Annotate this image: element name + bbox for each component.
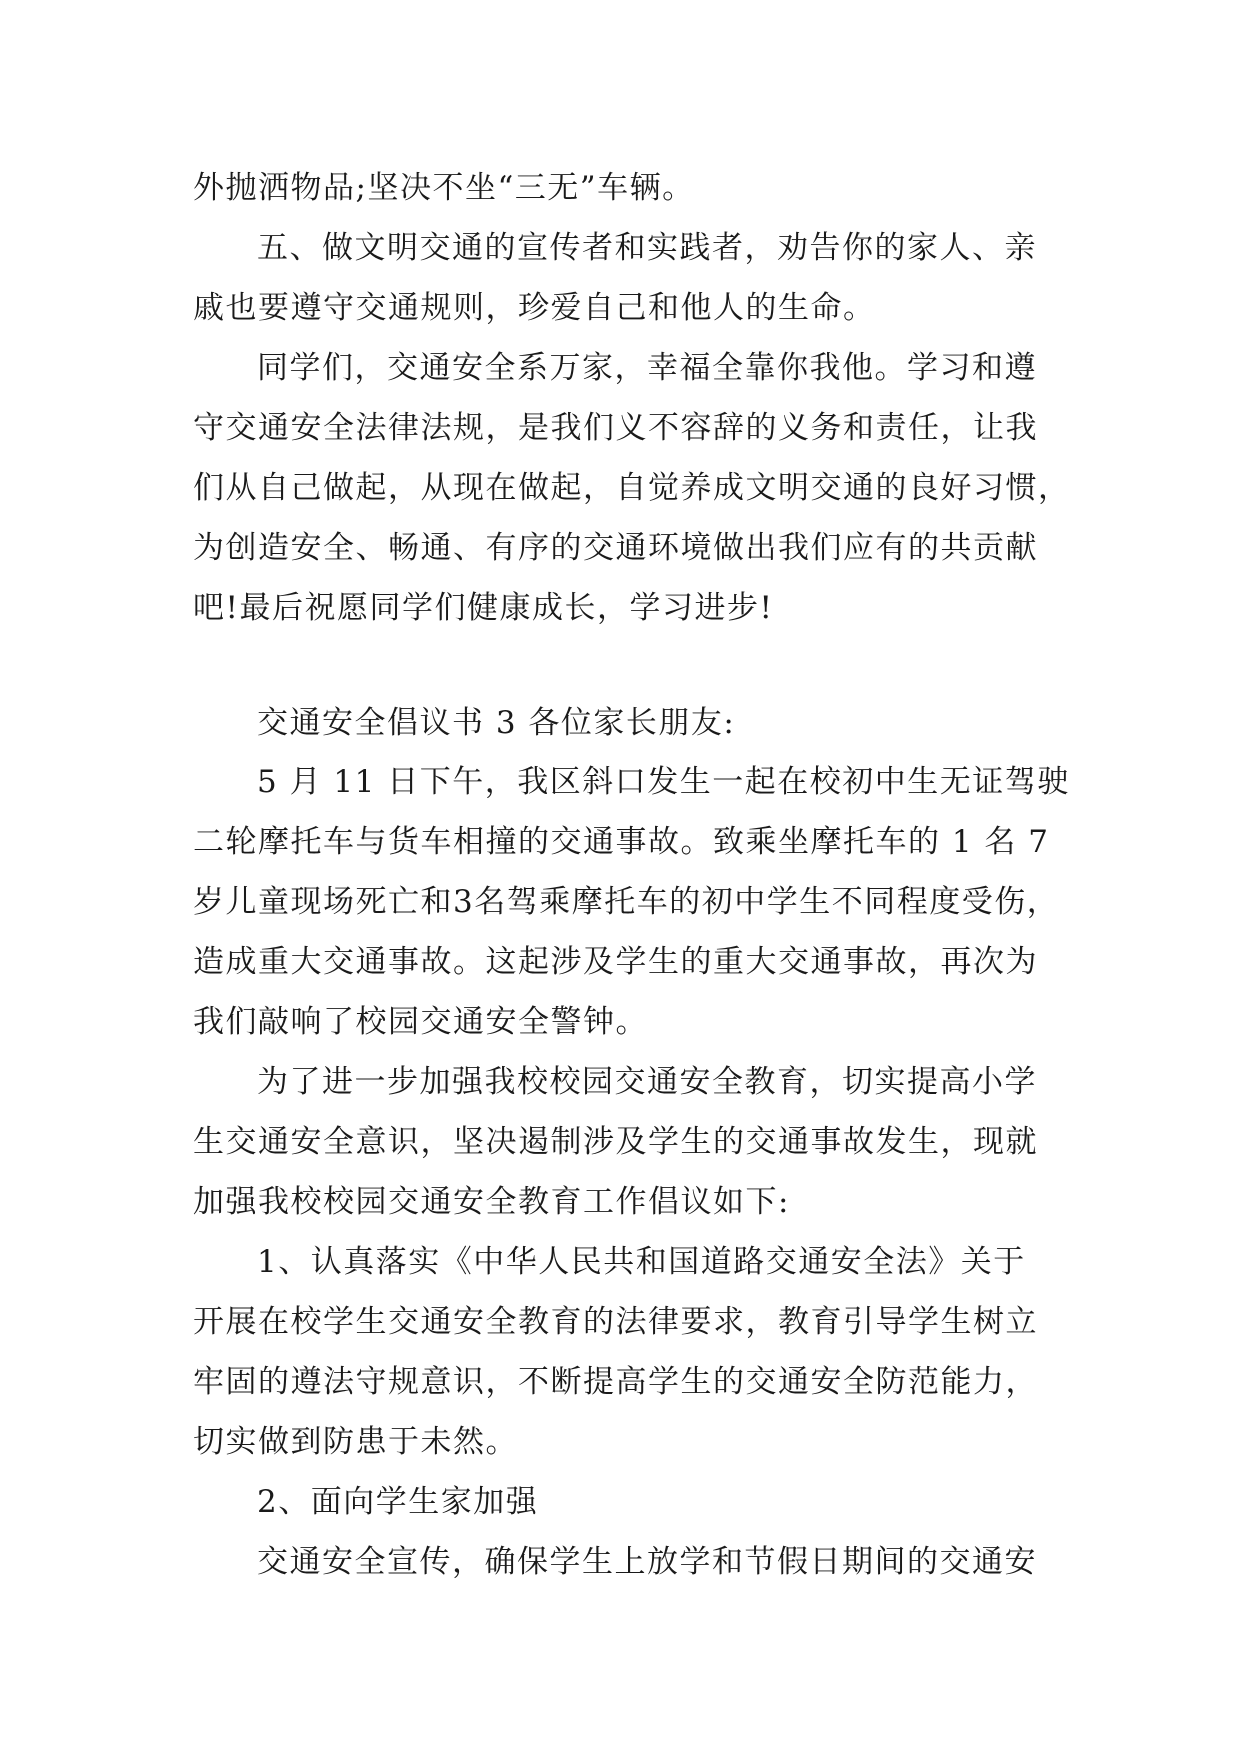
text-line: 牢固的遵法守规意识，不断提高学生的交通安全防范能力，	[193, 1364, 1038, 1400]
text-line: 1、认真落实《中华人民共和国道路交通安全法》关于	[257, 1244, 1026, 1280]
text-line: 戚也要遵守交通规则，珍爱自己和他人的生命。	[193, 290, 876, 326]
text-line: 们从自己做起，从现在做起，自觉养成文明交通的良好习惯，	[193, 470, 1071, 506]
text-line: 开展在校学生交通安全教育的法律要求，教育引导学生树立	[193, 1304, 1038, 1340]
section-heading: 交通安全倡议书 3 各位家长朋友:	[257, 705, 736, 741]
text-line: 2、面向学生家加强	[257, 1484, 539, 1520]
text-line: 岁儿童现场死亡和3名驾乘摩托车的初中学生不同程度受伤，	[193, 884, 1060, 920]
text-line: 交通安全宣传，确保学生上放学和节假日期间的交通安	[257, 1544, 1037, 1580]
text-line: 外抛洒物品;坚决不坐“三无”车辆。	[193, 170, 695, 206]
text-line: 加强我校校园交通安全教育工作倡议如下:	[193, 1184, 790, 1220]
text-line: 二轮摩托车与货车相撞的交通事故。致乘坐摩托车的 1 名 7	[193, 824, 1050, 860]
text-line: 5 月 11 日下午，我区斜口发生一起在校初中生无证驾驶	[257, 764, 1070, 800]
text-line: 生交通安全意识，坚决遏制涉及学生的交通事故发生，现就	[193, 1124, 1038, 1160]
text-line: 为创造安全、畅通、有序的交通环境做出我们应有的共贡献	[193, 530, 1038, 566]
text-line: 吧!最后祝愿同学们健康成长，学习进步!	[193, 590, 774, 626]
text-line: 守交通安全法律法规，是我们义不容辞的义务和责任，让我	[193, 410, 1038, 446]
text-line: 同学们，交通安全系万家，幸福全靠你我他。学习和遵	[257, 350, 1037, 386]
text-line: 为了进一步加强我校校园交通安全教育，切实提高小学	[257, 1064, 1037, 1100]
text-line: 切实做到防患于未然。	[193, 1424, 518, 1460]
text-line: 造成重大交通事故。这起涉及学生的重大交通事故，再次为	[193, 944, 1038, 980]
text-line: 五、做文明交通的宣传者和实践者，劝告你的家人、亲	[257, 230, 1037, 266]
text-line: 我们敲响了校园交通安全警钟。	[193, 1004, 648, 1040]
